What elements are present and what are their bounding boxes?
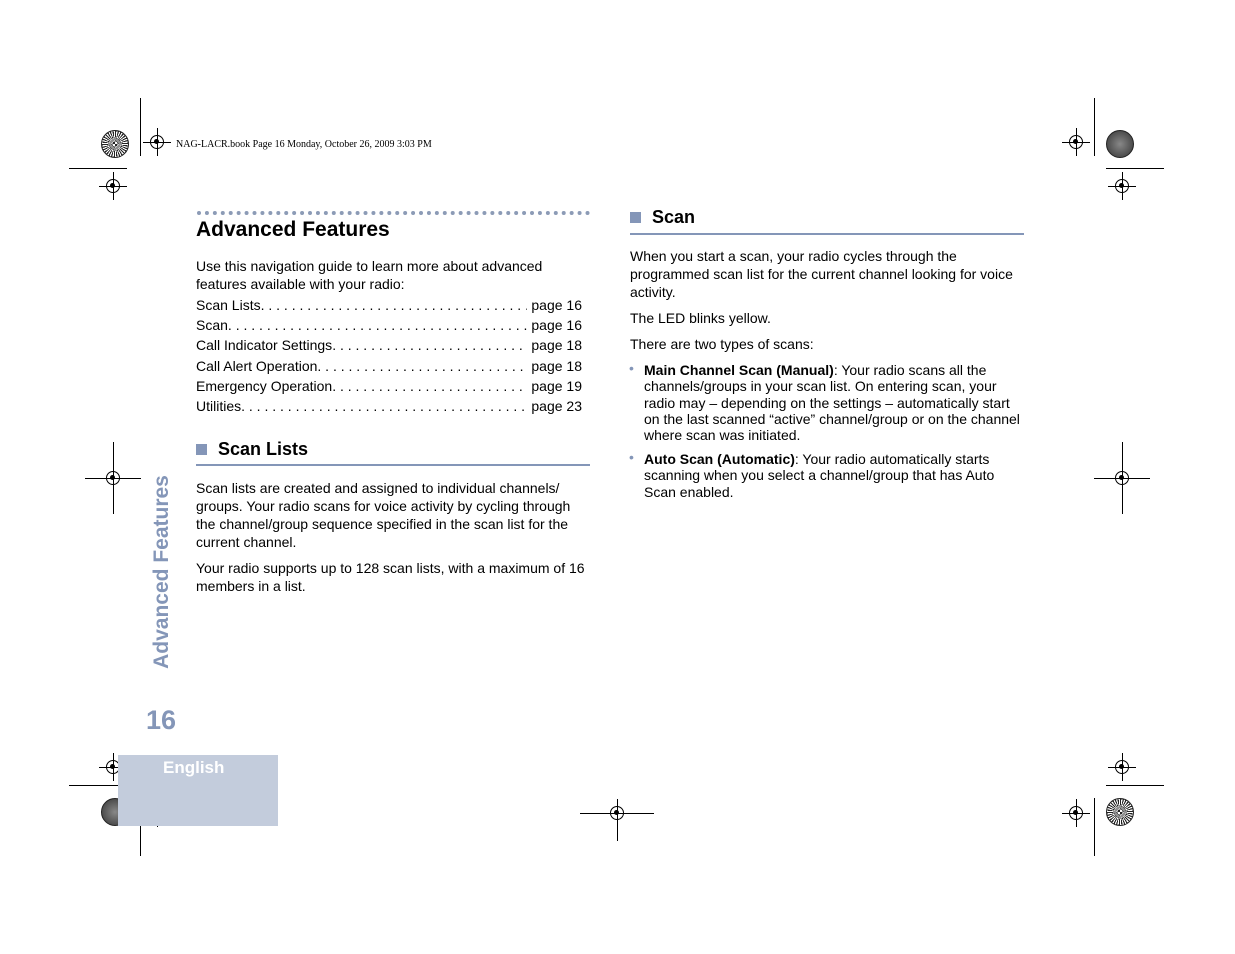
toc-row[interactable]: Emergency Operation . . . page 19 xyxy=(196,377,582,395)
toc-row[interactable]: Call Alert Operation . . . page 18 xyxy=(196,357,582,375)
scan-paragraph: The LED blinks yellow. xyxy=(630,310,771,326)
toc-row[interactable]: Call Indicator Settings . . . page 18 xyxy=(196,336,582,354)
scan-paragraph: When you start a scan, your radio cycles through the programmed scan list for the current channel looking for voice activity. xyxy=(630,248,1013,300)
scan-lists-paragraph: Scan lists are created and assigned to individual channels/ groups. Your radio scans for voice activity by cycling through the channel/group sequence specified in the scan list for the current channel. xyxy=(196,480,571,550)
toc-row[interactable]: Scan Lists . . . page 16 xyxy=(196,296,582,314)
bullet-icon: • xyxy=(629,449,634,465)
heading-rule xyxy=(630,233,1024,235)
side-tab-title: Advanced Features xyxy=(150,475,173,669)
list-item: • Main Channel Scan (Manual): Your radio scans all the channels/groups in your scan list. On entering scan, your radio may – depending on the settings – automatically start on the last scanned “active” channel/group or on the channel where scan was initiated. xyxy=(629,360,1020,444)
intro-text: Use this navigation guide to learn more about advanced features available with your radio: xyxy=(196,258,543,292)
heading-square-icon xyxy=(630,212,641,223)
page-title: Advanced Features xyxy=(196,218,390,241)
toc-row[interactable]: Utilities . . . page 23 xyxy=(196,397,582,415)
registration-star-icon xyxy=(101,130,129,158)
scan-lists-paragraph: Your radio supports up to 128 scan lists, with a maximum of 16 members in a list. xyxy=(196,560,585,594)
section-heading-scan-lists: Scan Lists xyxy=(196,439,308,460)
language-label: English xyxy=(163,758,225,777)
registration-star-icon xyxy=(1106,798,1134,826)
heading-rule xyxy=(196,464,590,466)
page-number: 16 xyxy=(146,705,177,735)
print-slug: NAG-LACR.book Page 16 Monday, October 26, 2009 3:03 PM xyxy=(176,139,432,150)
section-divider xyxy=(197,211,590,215)
heading-square-icon xyxy=(196,444,207,455)
registration-gray-icon xyxy=(1106,130,1134,158)
bullet-icon: • xyxy=(629,360,634,376)
scan-paragraph: There are two types of scans: xyxy=(630,336,814,352)
list-item: • Auto Scan (Automatic): Your radio automatically starts scanning when you select a channel/group that has Auto Scan enabled. xyxy=(629,449,995,500)
toc-row[interactable]: Scan . . . page 16 xyxy=(196,316,582,334)
section-heading-scan: Scan xyxy=(630,207,695,228)
